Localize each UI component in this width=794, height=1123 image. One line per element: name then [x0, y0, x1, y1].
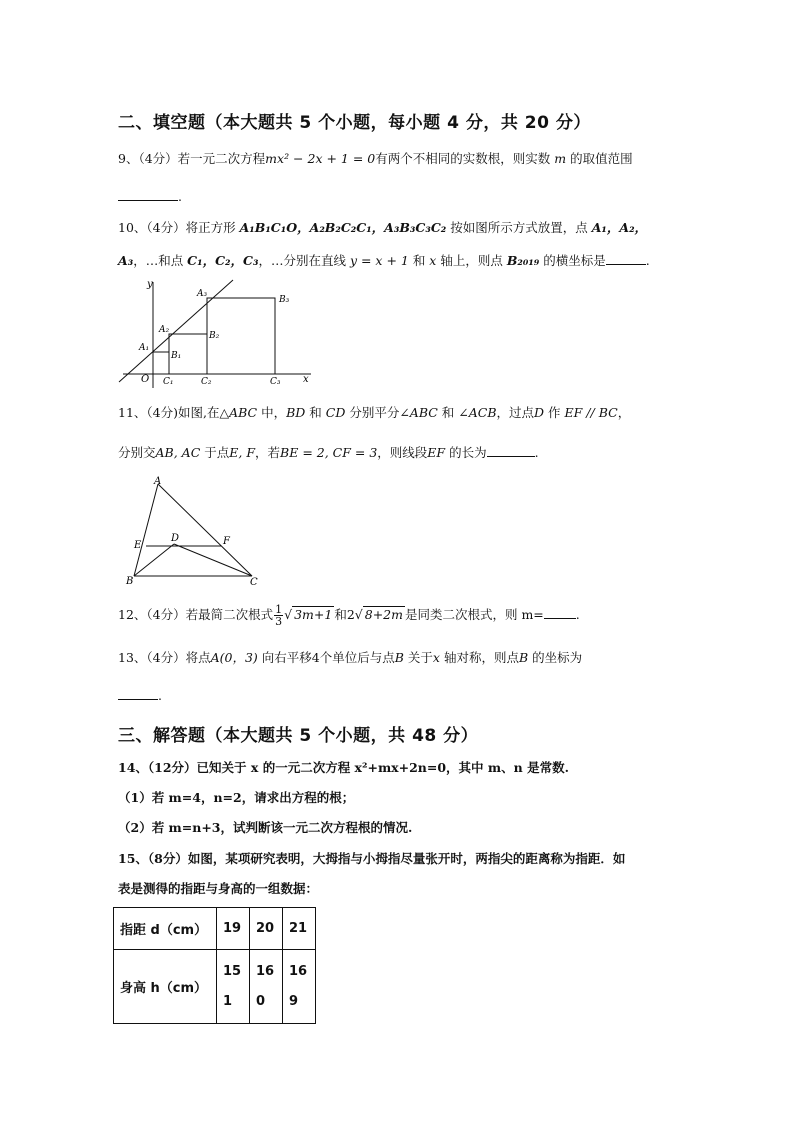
table-row-span — [114, 908, 316, 950]
q11-text: 作 — [544, 405, 565, 420]
table-cell-line: 16 — [256, 963, 275, 979]
q10-point-b2019: B₂₀₁₉ — [506, 253, 540, 268]
question-15-line-2: 表是测得的指距与身高的一组数据： — [118, 881, 319, 896]
q13-b: B — [518, 650, 529, 665]
q12-coef: 2 — [346, 607, 355, 622]
fig10-label-b2: B₂ — [209, 331, 220, 341]
fig10-label-a1: A₁ — [139, 343, 150, 353]
q12-answer-blank[interactable] — [544, 606, 576, 619]
question-10-line-2: A₃，…和点 C₁，C₂，C₃，…分别在直线 y = x + 1 和 x 轴上，则点 B₂₀₁₉ 的横坐标是 . — [118, 253, 650, 268]
q10-points-a: A₁，A₂， — [591, 220, 648, 235]
fig10-label-c2: C₂ — [201, 377, 212, 387]
q11-condition: BE = 2, CF = 3 — [280, 445, 378, 460]
q9-text-2: 有两个不相同的实数根，则实数 — [375, 151, 551, 166]
q10-text: ，…和点 — [133, 253, 188, 268]
table-cell: 19 — [217, 908, 250, 950]
table-row-height — [114, 950, 316, 1024]
section-2-title: 二、填空题（本大题共 5 个小题，每小题 4 分，共 20 分） — [118, 113, 591, 133]
fig10-label-c3: C₃ — [270, 377, 281, 387]
q13-text: 的坐标为 — [528, 650, 583, 665]
table-cell-line: 0 — [256, 993, 266, 1009]
q9-number: 9、（4分） — [118, 151, 178, 166]
table-cell-line: 1 — [223, 993, 233, 1009]
question-12: 12、（4分）若最简二次根式 $\frac{1}{3}$ √ 3m+1 和2√ 8+2m 是同类二次根式，则 m= . — [118, 603, 580, 628]
q11-points: E, F — [229, 445, 256, 460]
q11-text: 中， — [257, 405, 287, 420]
table-cell-line: 15 — [223, 963, 242, 979]
q11-cd: CD — [325, 405, 346, 420]
section-3-title: 三、解答题（本大题共 5 个小题，共 48 分） — [118, 726, 479, 746]
q9-equation: mx² − 2x + 1 = 0 — [265, 151, 376, 166]
table-cell: 20 — [250, 908, 283, 950]
fig11-label-a: A — [154, 476, 162, 487]
q13-b: B — [394, 650, 404, 665]
finger-span-height-table — [113, 907, 316, 1024]
q13-text: 轴对称，则点 — [439, 650, 519, 665]
fig10-label-y: y — [147, 279, 153, 290]
q13-x: x — [432, 650, 440, 665]
q9-var-m: m — [554, 151, 567, 166]
q13-text: 关于 — [403, 650, 433, 665]
q12-fraction — [274, 604, 283, 627]
q10-answer-blank[interactable] — [606, 252, 646, 265]
q11-sides: AB, AC — [155, 445, 201, 460]
fig11-label-d: D — [171, 533, 180, 544]
fig10-label-a2: A₂ — [159, 325, 170, 335]
q10-text: 轴上，则点 — [436, 253, 507, 268]
q12-text: 和 — [334, 607, 347, 622]
q11-triangle: △ABC — [219, 405, 258, 420]
table-cell-line: 9 — [289, 993, 299, 1009]
fig10-label-c1: C₁ — [163, 377, 174, 387]
q9-answer-blank[interactable]: . — [118, 188, 182, 204]
q11-text: 分别交 — [118, 445, 156, 460]
q10-point-a3: A₃ — [118, 253, 134, 268]
q11-text: ，若 — [255, 445, 281, 460]
fig10-label-b3: B₃ — [279, 295, 290, 305]
q13-text: 13、（4分）将点 — [118, 650, 211, 665]
q10-line-equation: y = x + 1 — [349, 253, 409, 268]
q12-radicand-2: 8+2m — [364, 607, 403, 622]
q12-frac-num: 1 — [275, 603, 283, 616]
q11-text: 分别平分 — [345, 405, 400, 420]
question-13 — [118, 652, 582, 665]
q12-text: 是同类二次根式，则 m= — [404, 607, 544, 622]
q11-text: ， — [617, 405, 631, 420]
fig11-label-f: F — [223, 536, 230, 547]
table-header-height: 身高 h（cm） — [114, 950, 217, 1024]
fig11-label-b: B — [126, 576, 134, 587]
q11-text: 11、（4分)如图,在 — [118, 405, 220, 420]
q10-text: 和 — [408, 253, 430, 268]
q11-text: 于点 — [200, 445, 230, 460]
q11-ef: EF — [427, 445, 446, 460]
q11-d: D — [534, 405, 545, 420]
table-cell — [250, 950, 283, 1024]
q10-text: 的横坐标是 — [539, 253, 606, 268]
fig11-label-e: E — [134, 540, 142, 551]
q14-sub-2: （2）若 m=n+3，试判断该一元二次方程根的情况. — [118, 820, 413, 835]
table-cell-line: 16 — [289, 963, 308, 979]
q11-text: ，过点 — [496, 405, 535, 420]
question-9 — [118, 153, 633, 166]
q11-text: ，则线段 — [377, 445, 428, 460]
table-cell: 21 — [283, 908, 316, 950]
q11-angle-abc: ∠ABC — [399, 405, 438, 420]
q10-text: ，…分别在直线 — [258, 253, 350, 268]
table-header-span: 指距 d（cm） — [114, 908, 217, 950]
q10-squares: A₁B₁C₁O，A₂B₂C₂C₁，A₃B₃C₃C₂ — [239, 220, 447, 235]
fig10-label-a3: A₃ — [197, 289, 208, 299]
question-11-line-2: 分别交AB, AC 于点E, F，若BE = 2, CF = 3，则线段EF 的长为 . — [118, 445, 539, 460]
q13-point-a: A(0，3) — [210, 650, 258, 665]
figure-q11-triangle — [122, 476, 268, 588]
q14-sub-1: （1）若 m=4，n=2，请求出方程的根； — [118, 790, 355, 805]
figure-q10-squares — [115, 278, 315, 390]
fig10-label-o: O — [141, 374, 150, 385]
q11-angle-acb: ∠ACB — [458, 405, 497, 420]
q13-answer-blank[interactable]: . — [118, 687, 162, 703]
q9-text-1: 若一元二次方程 — [177, 151, 266, 166]
fig11-label-c: C — [250, 577, 258, 588]
question-14: 14、（12分）已知关于 x 的一元二次方程 x²+mx+2n=0，其中 m、n 是常数. — [118, 760, 569, 775]
question-10-line-1 — [118, 222, 647, 235]
q11-text: 的长为 — [445, 445, 487, 460]
q11-text: 和 — [305, 405, 326, 420]
q13-text: 向右平移4个单位后与点 — [257, 650, 395, 665]
q11-answer-blank[interactable] — [487, 444, 535, 457]
q9-text-3: 的取值范围 — [570, 151, 633, 166]
q11-ef-parallel: EF // BC — [564, 405, 618, 420]
table-cell — [217, 950, 250, 1024]
q10-x: x — [429, 253, 437, 268]
q12-frac-den: 3 — [275, 615, 283, 628]
question-15-line-1: 15、（8分）如图，某项研究表明，大拇指与小拇指尽量张开时，两指尖的距离称为指距．如 — [118, 851, 626, 866]
q12-text: 12、（4分）若最简二次根式 — [118, 607, 274, 622]
fig10-label-x: x — [303, 374, 309, 385]
fig10-label-b1: B₁ — [171, 351, 182, 361]
q12-radicand-1: 3m+1 — [294, 607, 333, 622]
q10-points-c: C₁，C₂，C₃ — [187, 253, 259, 268]
q11-text: 和 — [437, 405, 459, 420]
table-cell — [283, 950, 316, 1024]
q11-bd: BD — [286, 405, 306, 420]
q10-text: 10、（4分）将正方形 — [118, 220, 240, 235]
question-11-line-1 — [118, 407, 630, 420]
q10-text: 按如图所示方式放置，点 — [446, 220, 592, 235]
